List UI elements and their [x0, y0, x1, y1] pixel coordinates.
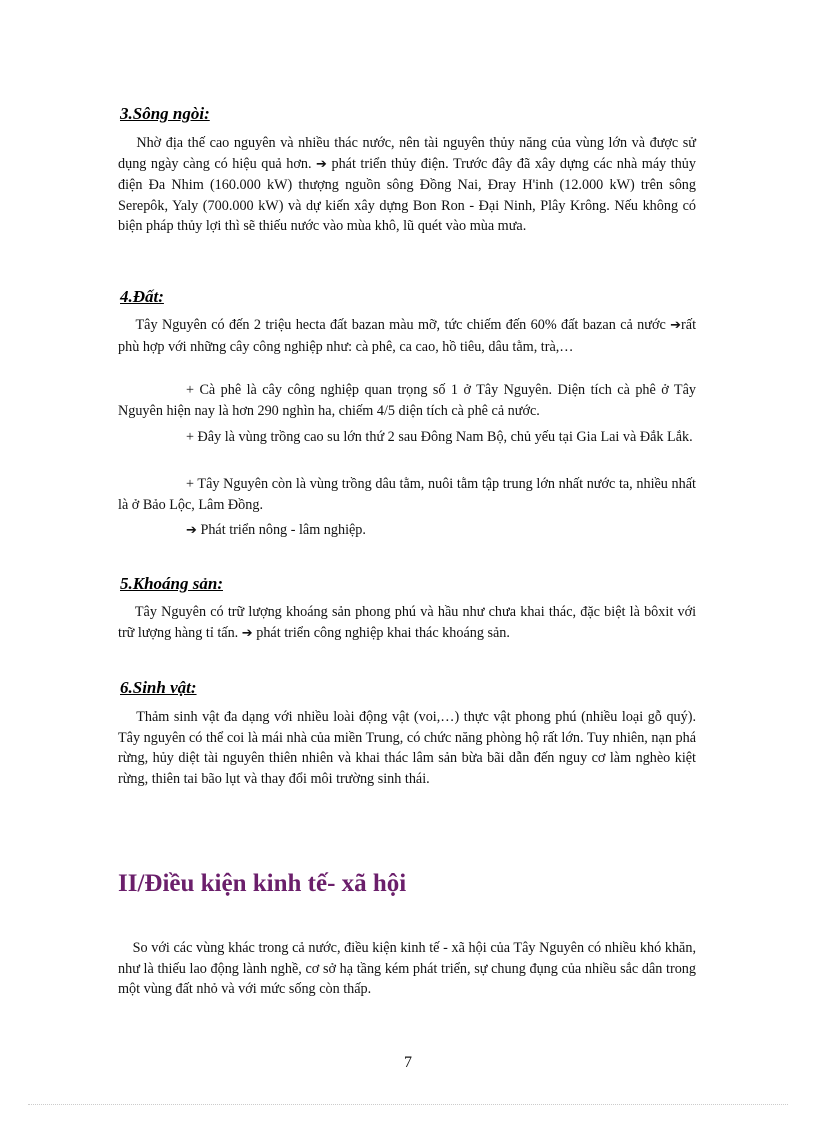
paragraph-minerals	[118, 602, 700, 644]
minerals-text-before: Tây Nguyên có trữ lượng khoáng sản phong phú và hầu như chưa khai thác, đặc biệt là bôxit với trữ lượng hàng tỉ tấn.	[118, 604, 700, 641]
right-arrow-icon: ➔	[670, 318, 682, 333]
section-title-economy-society: II/Điều kiện kinh tế- xã hội	[118, 870, 407, 897]
right-arrow-icon: ➔	[186, 523, 197, 538]
land-intro-before: Tây Nguyên có đến 2 triệu hecta đất bazan màu mỡ, tức chiếm đến 60% đất bazan cả nước	[118, 317, 671, 333]
land-item-rubber: + Đây là vùng trồng cao su lớn thứ 2 sau Đông Nam Bộ, chủ yếu tại Gia Lai và Đắk Lắk.	[186, 429, 693, 445]
land-intro-after: rất phù hợp với những cây công nghiệp như: cà phê, ca cao, hồ tiêu, dâu tằm, trà,…	[118, 317, 697, 355]
paragraph-economy-society: So với các vùng khác trong cả nước, điều kiện kinh tế - xã hội của Tây Nguyên có nhiều khó khăn, như là thiếu lao động lành nghề, cơ sở hạ tầng kém phát triển, sự chung đụng của nhiều sắc dân trong một vùng đất nhỏ và với mức sống còn thấp.	[118, 940, 700, 997]
paragraph-rivers	[118, 133, 700, 237]
minerals-text-after: phát triển công nghiệp khai thác khoáng sản.	[252, 624, 510, 641]
heading-biology: 6.Sinh vật:	[120, 678, 197, 697]
land-conclusion	[118, 520, 696, 542]
heading-land: 4.Đất:	[120, 287, 164, 306]
page-bottom-divider	[28, 1104, 788, 1105]
right-arrow-icon: ➔	[241, 625, 253, 641]
heading-minerals: 5.Khoáng sản:	[120, 574, 223, 593]
page-number: 7	[404, 1054, 412, 1071]
land-item-coffee: + Cà phê là cây công nghiệp quan trọng số 1 ở Tây Nguyên. Diện tích cà phê ở Tây Nguyên hiện nay là hơn 290 nghìn ha, chiếm 4/5 diện tích cà phê cả nước.	[118, 382, 696, 419]
rivers-text-after: phát triển thủy điện. Trước đây đã xây dựng các nhà máy thủy điện Đa Nhim (160.000 kW) thượng nguồn sông Đồng Nai, Đray H'inh (12.000 kW) trên sông Serepôk, Yaly (700.000 kW) và dự kiến xây dựng Bon Ron - Đại Ninh, Plây Krông. Nếu không có biện pháp thủy lợi thì sẽ thiếu nước vào mùa khô, lũ quét vào mùa mưa.	[118, 155, 696, 234]
paragraph-land-intro	[118, 315, 696, 357]
land-conclusion-text: Phát triển nông - lâm nghiệp.	[200, 522, 366, 538]
right-arrow-icon: ➔	[316, 156, 327, 172]
rivers-text-before: Nhờ địa thế cao nguyên và nhiều thác nước, nên tài nguyên thủy năng của vùng lớn và được sử dụng ngày càng có hiệu quả hơn.	[118, 135, 700, 172]
land-item-silk: + Tây Nguyên còn là vùng trồng dâu tằm, nuôi tằm tập trung lớn nhất nước ta, nhiều nhất là ở Bảo Lộc, Lâm Đồng.	[118, 476, 696, 513]
paragraph-biology: Thảm sinh vật đa dạng với nhiều loài động vật (voi,…) thực vật phong phú (nhiều loại gỗ quý). Tây nguyên có thể coi là mái nhà của miền Trung, có chức năng phòng hộ rất lớn. Tuy nhiên, nạn phá rừng, hủy diệt tài nguyên thiên nhiên và khai thác lâm sản bừa bãi dẫn đến nguy cơ làm nghèo kiệt rừng, thiên tai bão lụt và thay đổi môi trường sinh thái.	[118, 709, 700, 787]
heading-rivers: 3.Sông ngòi:	[120, 104, 210, 123]
